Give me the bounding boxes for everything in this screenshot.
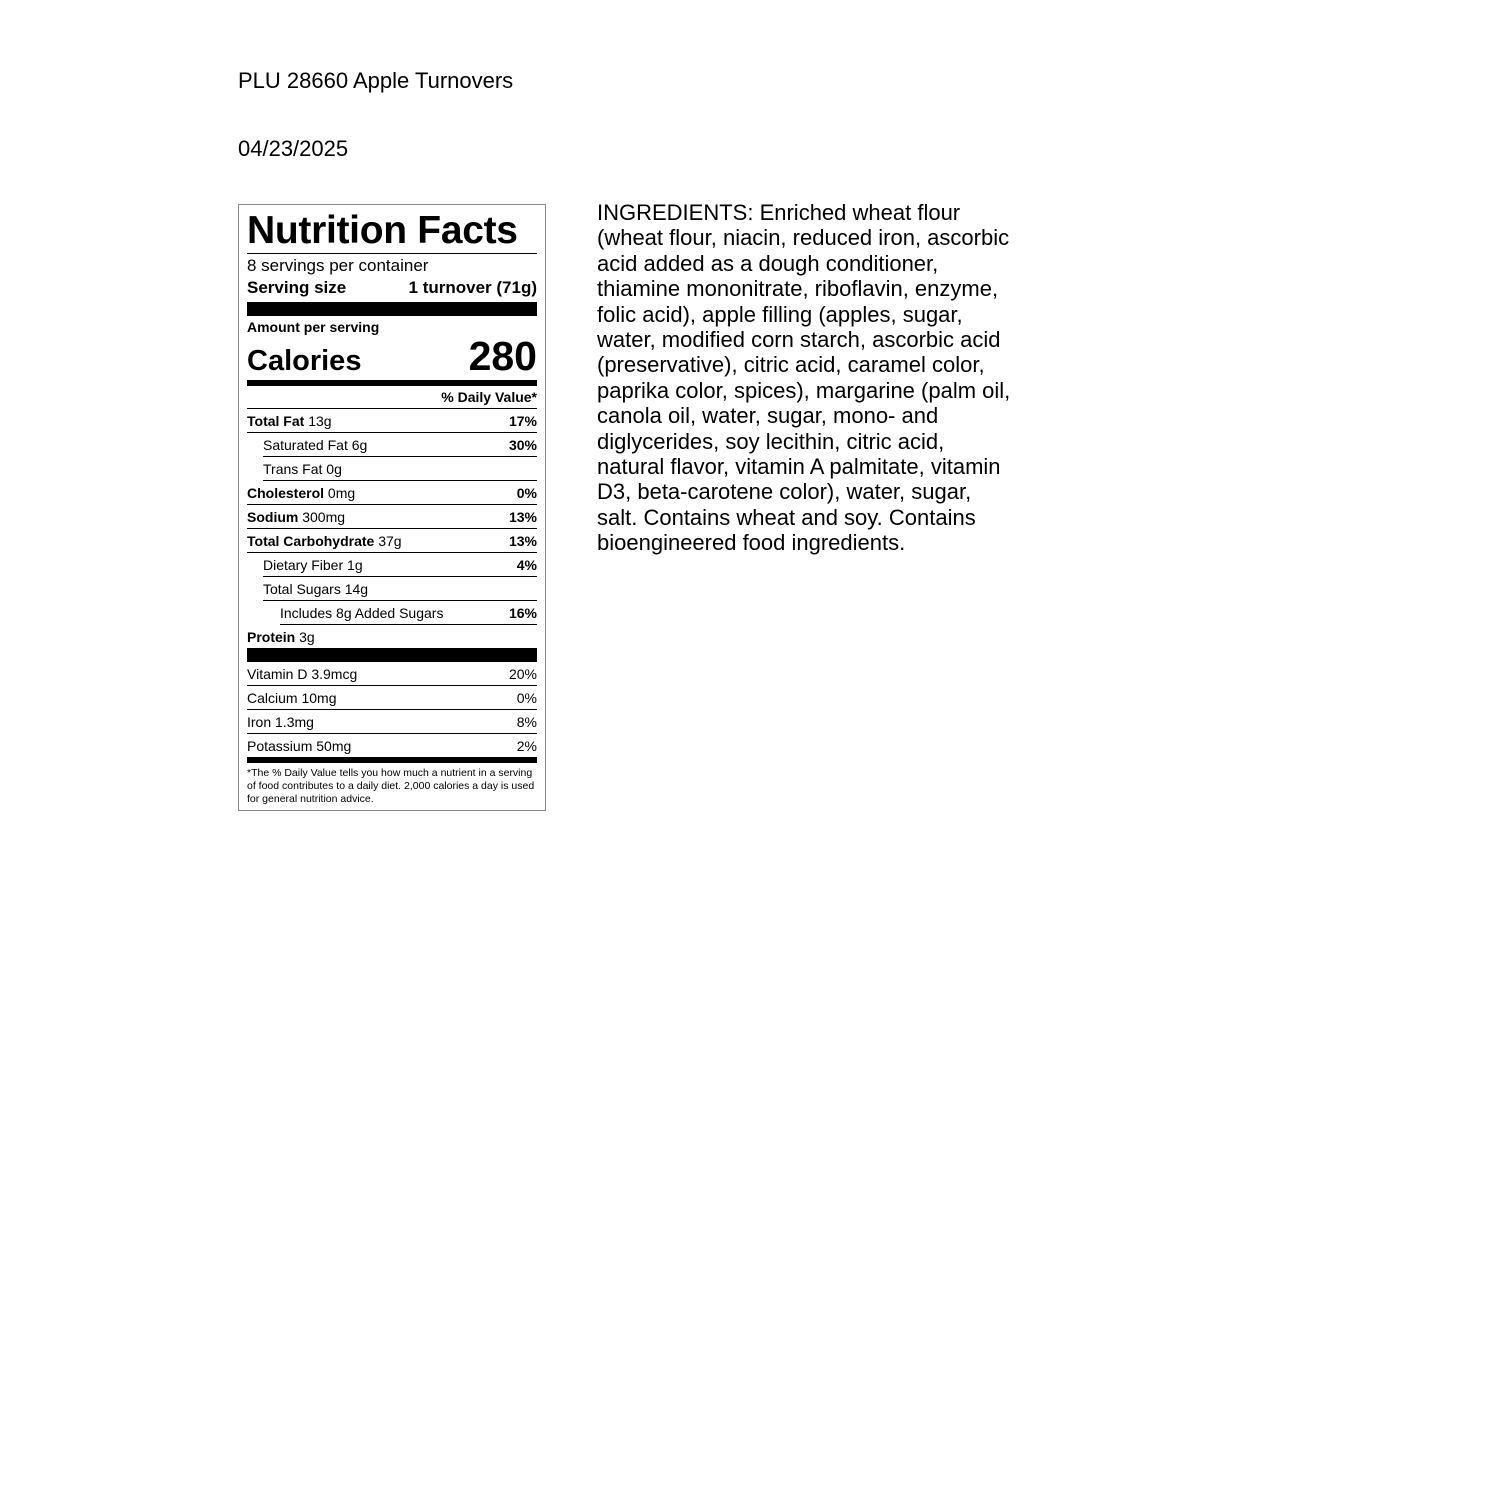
- nutrient-amount: 0g: [326, 460, 342, 477]
- vitamin-dv: 0%: [516, 689, 537, 706]
- nutrient-amount: 13g: [308, 412, 332, 429]
- serving-size-row: [247, 277, 537, 299]
- vitamin-name: Vitamin D: [247, 665, 308, 682]
- calories-row: [247, 335, 537, 377]
- vitamin-row-vitamin-d: [247, 662, 537, 686]
- vitamin-dv: 8%: [516, 713, 537, 730]
- calories-label: Calories: [247, 345, 362, 377]
- nutrient-row-protein: [247, 625, 537, 648]
- vitamin-name: Iron: [247, 713, 272, 730]
- label-date: 04/23/2025: [238, 136, 349, 161]
- vitamin-amount: 50mg: [316, 737, 352, 754]
- nutrient-amount: 300mg: [302, 508, 346, 525]
- vitamin-amount: 10mg: [301, 689, 337, 706]
- nutrient-name: Saturated Fat: [263, 436, 348, 453]
- vitamin-row-calcium: [247, 686, 537, 710]
- vitamin-amount: 3.9mcg: [311, 665, 358, 682]
- servings-per-container: 8 servings per container: [247, 256, 429, 275]
- nutrition-facts-title: Nutrition Facts: [247, 209, 518, 252]
- nutrient-amount: 3g: [299, 628, 315, 645]
- vitamin-row-potassium: [247, 734, 537, 757]
- divider: [247, 253, 537, 254]
- daily-value-header: % Daily Value*: [247, 386, 537, 409]
- vitamin-name: Potassium: [247, 737, 313, 754]
- vitamin-dv: 2%: [516, 737, 537, 754]
- nutrient-amount: 1g: [347, 556, 363, 573]
- daily-value-footnote: *The % Daily Value tells you how much a nutrient in a serving of food contributes to a daily diet. 2,000 calories a day is used for general nutrition advice.: [247, 767, 535, 805]
- nutrition-facts-panel: [238, 204, 546, 811]
- nutrient-dv: 4%: [516, 556, 537, 573]
- nutrient-dv: 16%: [508, 604, 537, 621]
- nutrient-row-sodium: [247, 505, 537, 529]
- nutrient-dv: 13%: [508, 508, 537, 525]
- nutrient-row-total-fat: [247, 409, 537, 433]
- nutrient-dv: 30%: [508, 436, 537, 453]
- nutrient-row-dietary-fiber: [263, 553, 537, 577]
- nutrient-name: Protein: [247, 628, 296, 645]
- nutrient-row-saturated-fat: [263, 433, 537, 457]
- divider-thick: [247, 648, 537, 662]
- nutrient-amount: 14g: [344, 580, 369, 597]
- divider-medium: [247, 757, 537, 763]
- vitamin-name: Calcium: [247, 689, 298, 706]
- nutrient-row-trans-fat: [263, 457, 537, 481]
- nutrient-row-total-sugars: [263, 577, 537, 601]
- vitamin-dv: 20%: [508, 665, 537, 682]
- serving-size-value: 1 turnover (71g): [408, 278, 537, 297]
- nutrient-name: Includes 8g Added Sugars: [280, 604, 444, 621]
- nutrient-name: Total Fat: [247, 412, 305, 429]
- nutrient-name: Sodium: [247, 508, 299, 525]
- nutrient-dv: 0%: [516, 484, 537, 501]
- nutrient-name: Total Sugars: [263, 580, 341, 597]
- serving-size-label: Serving size: [247, 278, 347, 297]
- nutrient-row-cholesterol: [247, 481, 537, 505]
- nutrient-amount: 6g: [351, 436, 368, 453]
- product-title: PLU 28660 Apple Turnovers: [238, 68, 514, 93]
- ingredients-statement: INGREDIENTS: Enriched wheat flour (wheat flour, niacin, reduced iron, ascorbic acid added as a dough conditioner, thiamine mononitrate, riboflavin, enzyme, folic acid), apple filling (apples, sugar, water, modified corn starch, ascorbic acid (preservative), citric acid, caramel color, paprika color, spices), margarine (palm oil, canola oil, water, sugar, mono- and diglycerides, soy lecithin, citric acid, natural flavor, vitamin A palmitate, vitamin D3, beta-carotene color), water, sugar, salt. Contains wheat and soy. Contains bioengineered food ingredients.: [597, 200, 1011, 556]
- divider-thick: [247, 302, 537, 316]
- nutrient-dv: 17%: [508, 412, 537, 429]
- nutrient-amount: 0mg: [327, 484, 356, 501]
- vitamin-amount: 1.3mg: [275, 713, 314, 730]
- nutrient-dv: 13%: [508, 532, 537, 549]
- vitamin-row-iron: [247, 710, 537, 734]
- nutrient-name: Trans Fat: [263, 460, 323, 477]
- nutrient-name: Dietary Fiber: [263, 556, 344, 573]
- nutrient-row-total-carbohydrate: [247, 529, 537, 553]
- calories-value: 280: [468, 333, 537, 379]
- nutrient-row-added-sugars: [280, 601, 537, 625]
- nutrient-name: Cholesterol: [247, 484, 325, 501]
- nutrient-amount: 37g: [378, 532, 402, 549]
- amount-per-serving: Amount per serving: [247, 319, 380, 335]
- nutrient-name: Total Carbohydrate: [247, 532, 375, 549]
